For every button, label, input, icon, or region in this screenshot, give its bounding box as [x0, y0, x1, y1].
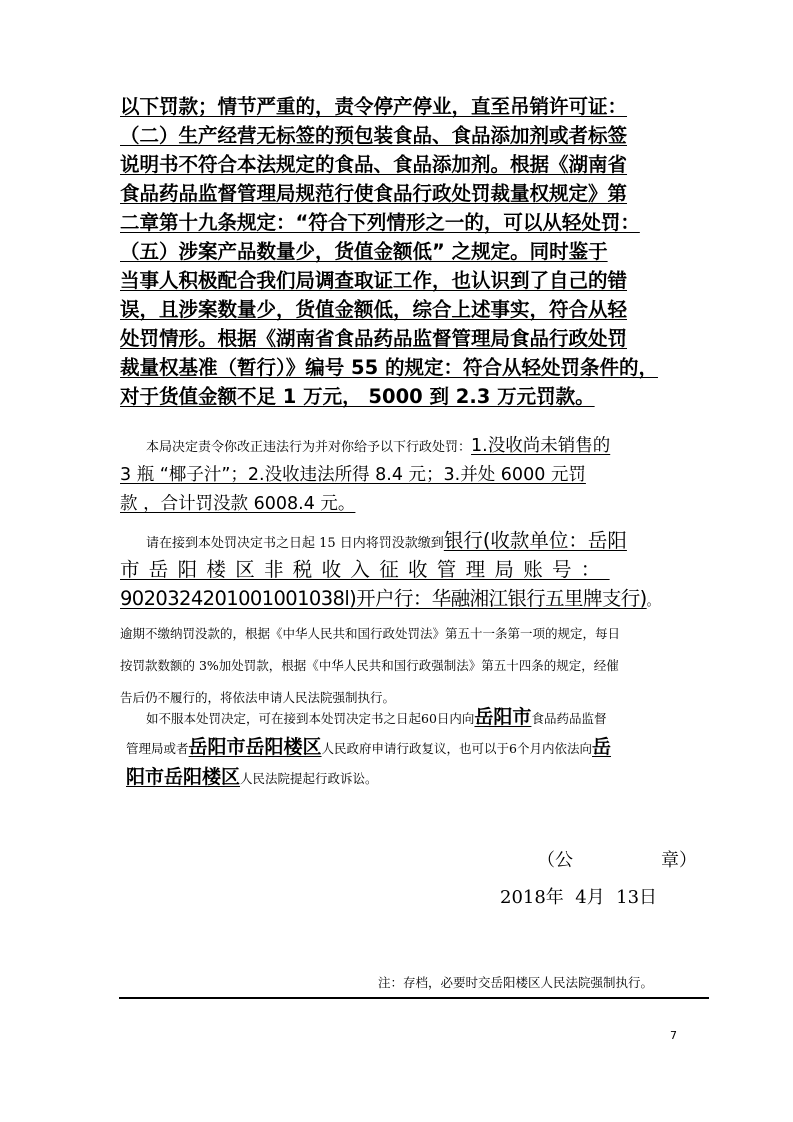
appeal-rights-paragraph [120, 702, 688, 792]
decision-date: 2018年 4月 13日 [500, 887, 658, 908]
archive-note: 注：存档，必要时交岳阳楼区人民法院强制执行。 [378, 975, 654, 990]
reasoning-line: （五）涉案产品数量少，货值金额低” 之规定。同时鉴于 [120, 240, 608, 263]
reasoning-line: 裁量权基准（暂行）》编号 55 的规定：符合从轻处罚条件的， [120, 356, 658, 379]
overdue-line: 告后仍不履行的，将依法申请人民法院强制执行。 [120, 690, 396, 705]
appeal-fill: 岳阳市 [474, 706, 532, 728]
decision-fill: 款 ，合计罚没款 6008.4 元。 [120, 494, 356, 514]
payment-end: 。 [646, 594, 660, 609]
payment-instructions-paragraph [120, 526, 688, 613]
decision-prefix: 本局决定责令你改正违法行为并对你给予以下行政处罚： [146, 440, 472, 455]
overdue-penalty-paragraph [120, 618, 688, 714]
reasoning-line: 处罚情形。根据《湖南省食品药品监督管理局食品行政处罚 [120, 327, 628, 350]
penalty-decision-paragraph [120, 432, 688, 519]
overdue-line: 按罚款数额的 3%加处罚款，根据《中华人民共和国行政强制法》第五十四条的规定，经催 [120, 658, 619, 673]
penalty-reasoning-paragraph [120, 92, 688, 411]
reasoning-line: （二）生产经营无标签的预包装食品、食品添加剂或者标签 [120, 124, 628, 147]
overdue-line: 逾期不缴纳罚没款的，根据《中华人民共和国行政处罚法》第五十一条第一项的规定，每日 [120, 626, 621, 641]
seal-close: 章） [661, 850, 697, 871]
appeal-text: 食品药品监督 [531, 711, 607, 726]
payment-fill: 市岳阳楼区非税收入征收管理局账号： [120, 558, 610, 581]
page-number: 7 [670, 1029, 677, 1042]
payment-prefix: 请在接到本处罚决定书之日起 15 日内将罚没款缴到 [146, 536, 444, 551]
reasoning-line: 二章第十九条规定：“符合下列情形之一的，可以从轻处罚： [120, 211, 640, 234]
bank-account-fill: 9020324201001001038l)开户行：华融湘江银行五里牌支行) [120, 587, 647, 610]
appeal-text: 人民政府申请行政复议，也可以于6个月内依法向 [321, 741, 592, 756]
reasoning-line: 误，且涉案数量少，货值金额低，综合上述事实，符合从轻 [120, 298, 628, 321]
seal-open: （公 [537, 850, 573, 871]
footer-divider [119, 997, 709, 999]
appeal-fill: 岳 [592, 736, 612, 758]
appeal-fill: 阳市岳阳楼区 [126, 766, 241, 788]
reasoning-line: 对于货值金额不足 1 万元， 5000 到 2.3 万元罚款。 [120, 385, 595, 408]
decision-fill: 3 瓶 “椰子汁”；2.没收违法所得 8.4 元；3.并处 6000 元罚 [120, 465, 586, 485]
reasoning-line: 当事人积极配合我们局调查取证工作，也认识到了自己的错 [120, 269, 628, 292]
decision-fill: 1.没收尚未销售的 [471, 436, 611, 456]
payment-fill: 银行(收款单位：岳阳 [443, 529, 627, 552]
appeal-fill: 岳阳市岳阳楼区 [188, 736, 322, 758]
appeal-text: 管理局或者 [126, 741, 189, 756]
official-seal-label [528, 846, 706, 872]
reasoning-line: 食品药品监督管理局规范行使食品行政处罚裁量权规定》第 [120, 182, 628, 205]
reasoning-line: 说明书不符合本法规定的食品、食品添加剂。根据《湖南省 [120, 153, 628, 176]
reasoning-line: 以下罚款；情节严重的，责令停产停业，直至吊销许可证： [120, 95, 628, 118]
appeal-text: 如不服本处罚决定，可在接到本处罚决定书之日起60日内向 [146, 711, 475, 726]
appeal-text: 人民法院提起行政诉讼。 [240, 771, 378, 786]
